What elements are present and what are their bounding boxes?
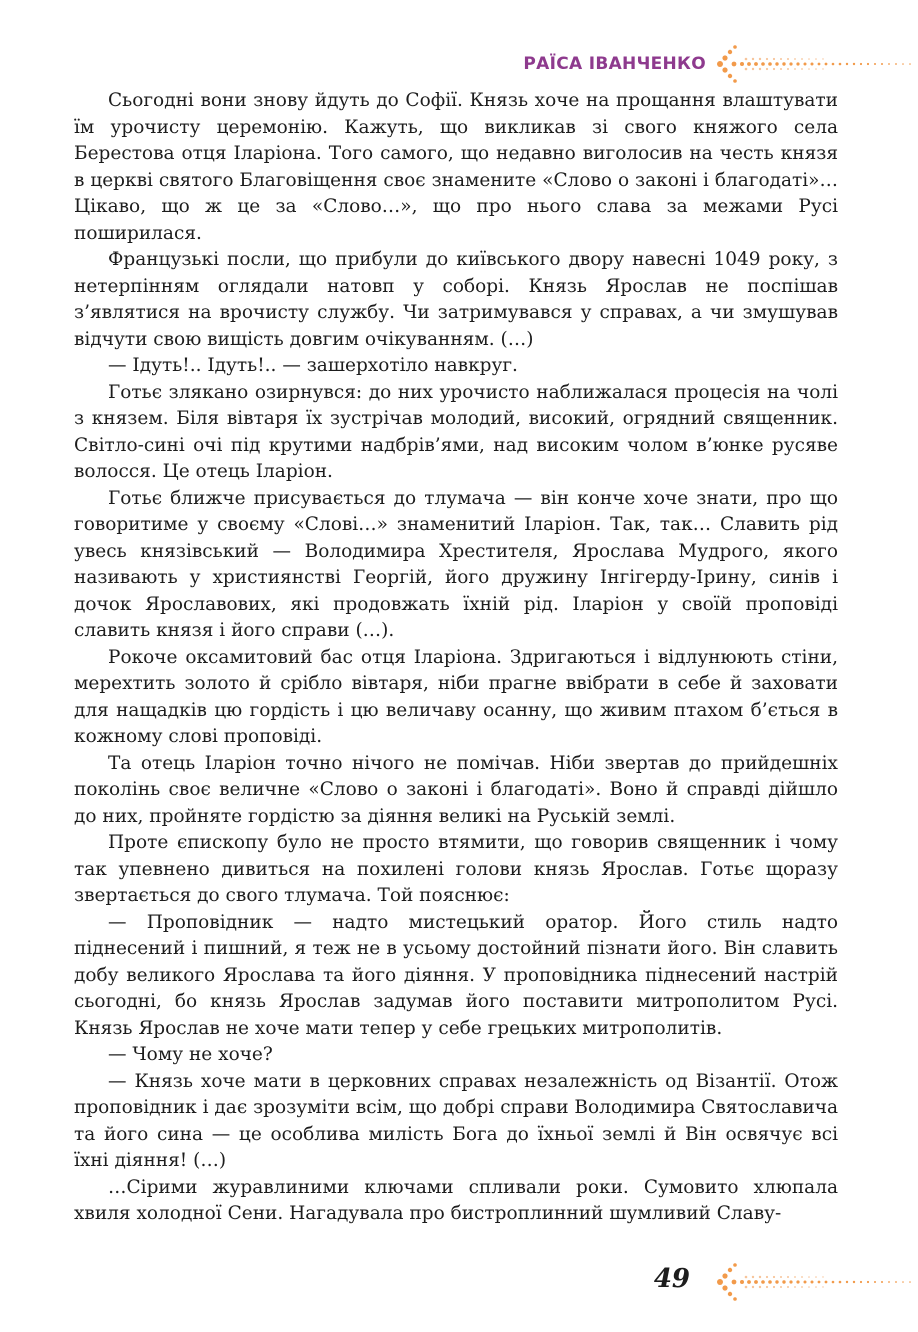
dotted-chevron-ornament-icon [706,1262,918,1302]
page-number: 49 [653,1264,690,1294]
paragraph: Готьє ближче присувається до тлумача — він конче хоче знати, про що говоритиме у своєму «Слові…» знаменитий Іларіон. Так, так… Славить рід увесь князівський — Володимира Хрестителя, Ярослава Мудрого, якого називають у християнстві Георгій, його дружину Інгігерду-Ірину, синів і дочок Ярославових, які продовжать їхній рід. Іларіон у своїй проповіді славить князя і його справи (…). [74,487,838,641]
paragraph: …Сірими журавлиними ключами спливали роки. Сумовито хлюпала хвиля холодної Сени. Нагадувала про бистроплинний шумливий Славу- [74,1176,838,1224]
paragraph: — Князь хоче мати в церковних справах незалежність од Візантії. Отож проповідник і дає зрозуміти всім, що добрі справи Володимира Святославича та його сина — це особлива милість Бога до їхньої землі й Він освячує всі їхні діяння! (…) [74,1070,839,1171]
running-head-author: РАЇСА ІВАНЧЕНКО [523,54,706,74]
paragraph: Сьогодні вони знову йдуть до Софії. Князь хоче на прощання влаштувати їм урочисту церемонію. Кажуть, що викликав зі свого княжого села Берестова отця Іларіона. Того самого, що недавно виголосив на честь князя в церкві святого Благовіщення своє знамените «Слово о законі і благодаті»… Цікаво, що ж це за «Слово…», що про нього слава за межами Русі поширилася. [74,90,838,244]
paragraph: Готьє злякано озирнувся: до них урочисто наближалася процесія на чолі з князем. Біля вівтаря їх зустрічав молодий, високий, огрядний священник. Світло-сині очі під крутими надбрів’ями, над високим чолом в’юнке русяве волосся. Це отець Іларіон. [74,381,838,482]
dotted-chevron-ornament-icon [706,44,918,84]
paragraph: — Ідуть!.. Ідуть!.. — зашерхотіло навкруг. [108,355,518,376]
article-body [74,88,838,1228]
paragraph: Проте єпископу було не просто втямити, що говорив священник і чому так упевнено дивиться на похилені голови князь Ярослав. Готьє щоразу звертається до свого тлумача. Той пояснює: [74,832,838,906]
paragraph: — Чому не хоче? [108,1044,273,1065]
page-footer [0,1260,918,1304]
page-header [0,44,918,84]
paragraph: Рокоче оксамитовий бас отця Іларіона. Здригаються і відлунюють стіни, мерехтить золото й срібло вівтаря, ніби прагне ввібрати в себе й заховати для нащадків цю гордість і цю величаву осанну, що живим птахом б’ється в кожному слові проповіді. [74,646,838,747]
paragraph: Та отець Іларіон точно нічого не помічав. Ніби звертав до прийдешніх поколінь своє величне «Слово о законі і благодаті». Воно й справді дійшло до них, пройняте гордістю за діяння великі на Руській землі. [74,752,838,827]
paragraph: Французькі посли, що прибули до київського двору навесні 1049 року, з нетерпінням оглядали натовп у соборі. Князь Ярослав не поспішав з’являтися на врочисту службу. Чи затримувався у справах, а чи змушував відчути свою вищість довгим очікуванням. (…) [74,249,838,350]
paragraph: — Проповідник — надто мистецький оратор. Його стиль надто піднесений і пишний, я теж не в усьому достойний пізнати його. Він славить добу великого Ярослава та його діяння. У проповідника піднесений настрій сьогодні, бо князь Ярослав задумав його поставити митрополитом Русі. Князь Ярослав не хоче мати тепер у себе грецьких митрополитів. [74,911,838,1039]
